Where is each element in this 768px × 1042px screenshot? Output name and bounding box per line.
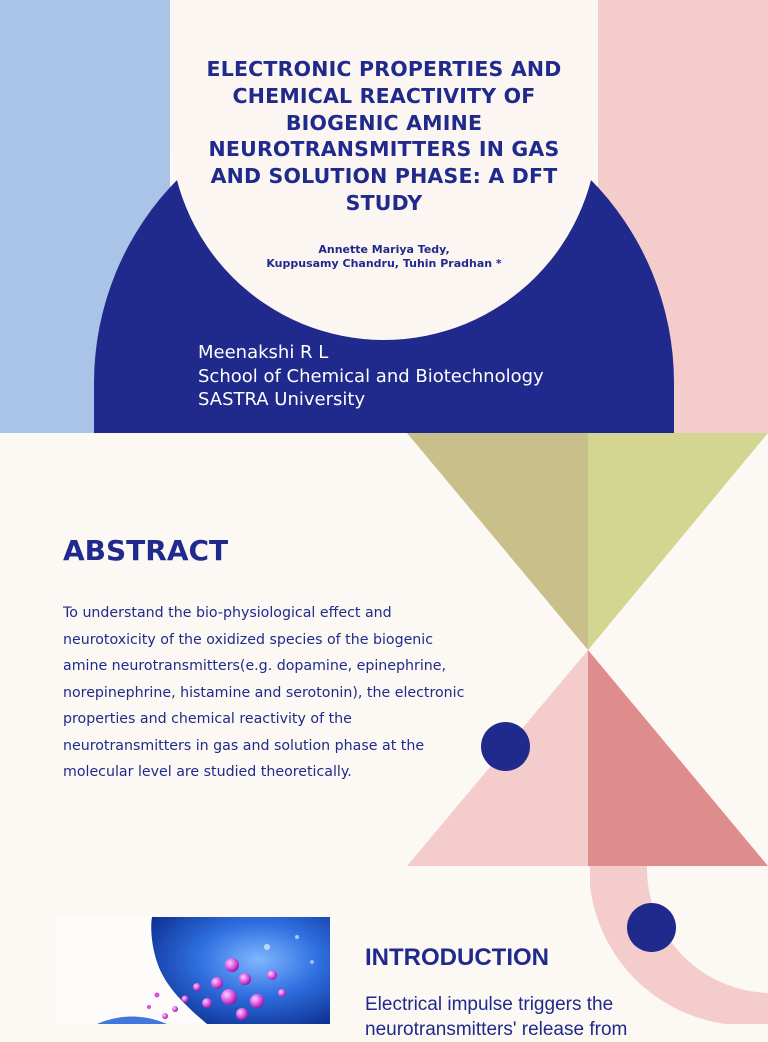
neuron-synapse-image — [57, 917, 330, 1024]
vesicle — [211, 977, 223, 989]
vesicle — [202, 998, 212, 1008]
vesicle — [250, 994, 264, 1008]
vesicle — [278, 989, 286, 997]
vesicle — [221, 989, 237, 1005]
vesicle — [267, 970, 277, 980]
lower-membrane-shape — [97, 1016, 167, 1024]
abstract-heading: ABSTRACT — [63, 534, 229, 567]
salmon-triangle — [588, 650, 768, 866]
navy-dot-decoration-2 — [627, 903, 676, 952]
vesicle — [172, 1006, 178, 1012]
presenter-university: SASTRA University — [198, 389, 366, 410]
navy-dot-decoration — [481, 722, 530, 771]
vesicle — [239, 973, 251, 985]
poster-title: ELECTRONIC PROPERTIES AND CHEMICAL REACTIVITY OF BIOGENIC AMINE NEUROTRANSMITTERS IN GAS AND SOLUTION PHASE: A DFT STUDY — [206, 57, 562, 215]
vesicle — [236, 1008, 248, 1020]
presenter-name: Meenakshi R L — [198, 342, 329, 363]
presenter-school: School of Chemical and Biotechnology — [198, 365, 544, 387]
author-line-1: Annette Mariya Tedy, — [318, 243, 450, 256]
introduction-heading: INTRODUCTION — [365, 944, 549, 971]
highlight-dot — [310, 960, 314, 964]
vesicle — [162, 1013, 168, 1019]
vesicle — [225, 958, 239, 972]
neurotransmitter-dot — [155, 993, 160, 998]
synapse-illustration — [57, 917, 330, 1024]
presenter-block — [198, 341, 544, 412]
neurotransmitter-dot — [147, 1005, 151, 1009]
vesicle — [182, 996, 189, 1003]
author-line-2: Kuppusamy Chandru, Tuhin Pradhan * — [266, 257, 502, 270]
geometric-decoration — [407, 433, 768, 866]
vesicle — [193, 983, 201, 991]
abstract-body: To understand the bio-physiological effect and neurotoxicity of the oxidized species of the biogenic amine neurotransmitters(e.g. dopamine, epinephrine, norepinephrine, histamine and serotonin), the electronic properties and chemical reactivity of the neurotransmitters in gas and solution phase at the molecular level are studied theoretically. — [63, 605, 465, 780]
title-banner — [0, 0, 768, 433]
lime-triangle — [588, 433, 768, 650]
author-list — [186, 243, 582, 271]
olive-triangle — [407, 433, 588, 650]
highlight-dot — [295, 935, 299, 939]
neuron-membrane-shape — [151, 917, 330, 1024]
introduction-body: Electrical impulse triggers the neurotransmitters' release from — [365, 994, 628, 1040]
highlight-dot — [264, 944, 270, 950]
